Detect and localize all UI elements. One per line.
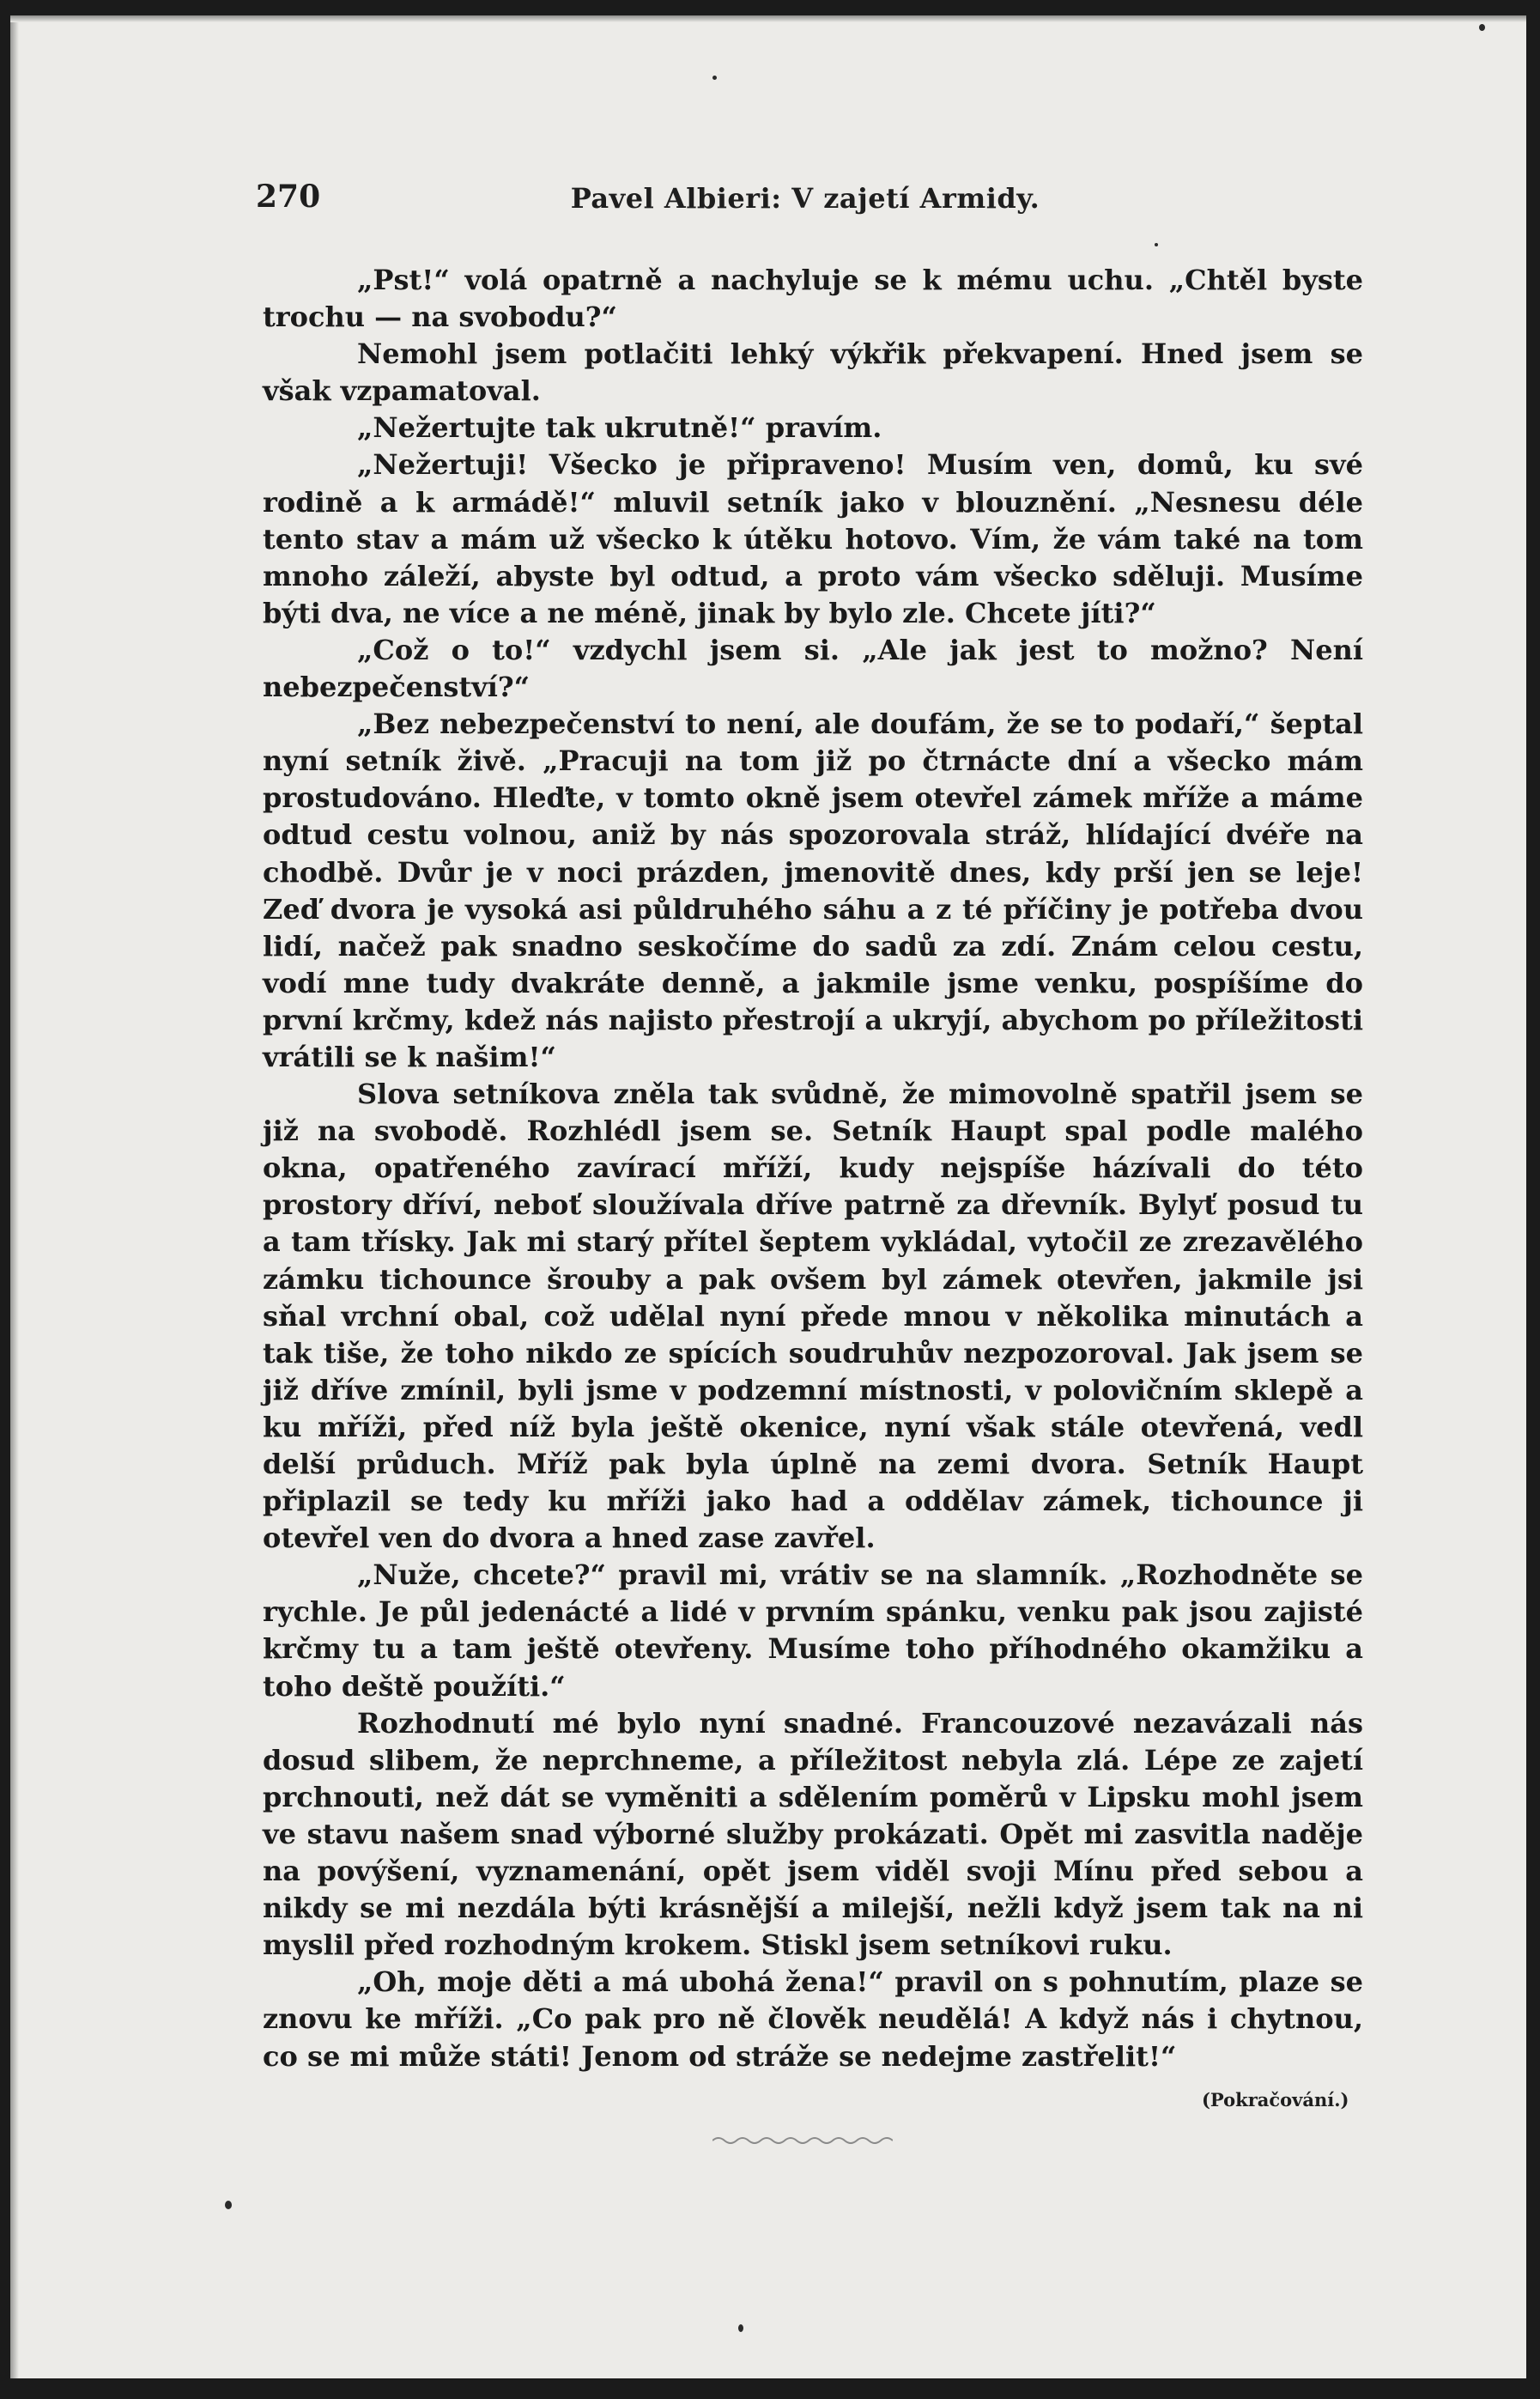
- page-edge-shadow-top: [10, 15, 1526, 22]
- paragraph: „Pst!“ volá opatrně a nachyluje se k mému uchu. „Chtěl byste trochu — na svobodu?“: [263, 264, 1363, 334]
- page-number: 270: [256, 179, 321, 215]
- body-text: [263, 262, 1363, 2075]
- paragraph: Nemohl jsem potlačiti lehký výkřik překvapení. Hned jsem se však vzpamatoval.: [263, 337, 1363, 408]
- print-speck: [1155, 243, 1158, 246]
- page-edge-shadow-left: [10, 15, 19, 2378]
- paragraph: „Oh, moje děti a má ubohá žena!“ pravil on s pohnutím, plaze se znovu ke mříži. „Co pak pro ně člověk neudělá! A když nás i chytnou, co se mi může státi! Jenom od stráže se nedejme zastřelit!“: [263, 1965, 1363, 2073]
- print-speck: [738, 2324, 743, 2332]
- wave-ornament: [712, 2135, 893, 2147]
- paragraph: „Nežertujte tak ukrutně!“ pravím.: [357, 411, 882, 445]
- print-speck: [1479, 24, 1485, 31]
- paragraph: Slova setníkova zněla tak svůdně, že mimovolně spatřil jsem se již na svobodě. Rozhlédl jsem se. Setník Haupt spal podle malého okna, opatřeného zavírací mříží, kudy nejspíše házívali do této prostory dříví, neboť sloužívala dříve patrně za dřevník. Bylyť posud tu a tam třísky. Jak mi starý přítel šeptem vykládal, vytočil ze zrezavělého zámku tichounce šrouby a pak ovšem byl zámek otevřen, jakmile jsi sňal vrchní obal, což udělal nyní přede mnou v několika minutách a tak tiše, že toho nikdo ze spících soudruhův nezpozoroval. Jak jsem se již dříve zmínil, byli jsme v podzemní místnosti, v polovičním sklepě a ku mříži, před níž byla ještě okenice, nyní však stále otevřená, vedl delší průduch. Mříž pak byla úplně na zemi dvora. Setník Haupt připlazil se tedy ku mříži jako had a oddělav zámek, tichounce ji otevřel ven do dvora a hned zase zavřel.: [263, 1078, 1363, 1555]
- print-speck: [225, 2201, 232, 2209]
- paragraph: „Bez nebezpečenství to není, ale doufám, že se to podaří,“ šeptal nyní setník živě. „Pracuji na tom již po čtrnácte dní a všecko mám prostudováno. Hleďte, v tomto okně jsem otevřel zámek mříže a máme odtud cestu volnou, aniž by nás spozorovala stráž, hlídající dvéře na chodbě. Dvůr je v noci prázden, jmenovitě dnes, kdy prší jen se leje! Zeď dvora je vysoká asi půldruhého sáhu a z té příčiny je potřeba dvou lidí, načež pak snadno seskočíme do sadů za zdí. Znám celou cestu, vodí mne tudy dvakráte denně, a jakmile jsme venku, pospíšíme do první krčmy, kdež nás najisto přestrojí a ukryjí, abychom po příležitosti vrátili se k našim!“: [263, 708, 1363, 1073]
- paragraph: „Což o to!“ vzdychl jsem si. „Ale jak jest to možno? Není nebezpečenství?“: [263, 633, 1363, 704]
- page-header: [256, 179, 1355, 222]
- running-title: Pavel Albieri: V zajetí Armidy.: [570, 182, 1040, 215]
- print-speck: [712, 76, 717, 80]
- paragraph: „Nežertuji! Všecko je připraveno! Musím ven, domů, ku své rodině a k armádě!“ mluvil setník jako v blouznění. „Nesnesu déle tento stav a mám už všecko k útěku hotovo. Vím, že vám také na tom mnoho záleží, abyste byl odtud, a proto vám všecko sděluji. Musíme býti dva, ne více a ne méně, jinak by bylo zle. Chcete jíti?“: [263, 448, 1363, 629]
- paragraph: Rozhodnutí mé bylo nyní snadné. Francouzové nezavázali nás dosud slibem, že neprchneme, a příležitost nebyla zlá. Lépe ze zajetí prchnouti, než dát se vyměniti a sdělením poměrů v Lipsku mohl jsem ve stavu našem snad výborné služby prokázati. Opět mi zasvitla naděje na povýšení, vyznamenání, opět jsem viděl svoji Mínu před sebou a nikdy se mi nezdála býti krásnější a milejší, nežli když jsem tak na ni myslil před rozhodným krokem. Stiskl jsem setníkovi ruku.: [263, 1706, 1363, 1962]
- continued-note: (Pokračování.): [1202, 2089, 1349, 2111]
- paragraph: „Nuže, chcete?“ pravil mi, vrátiv se na slamník. „Rozhodněte se rychle. Je půl jedenácté a lidé v prvním spánku, venku pak jsou zajisté krčmy tu a tam ještě otevřeny. Musíme toho příhodného okamžiku a toho deště použíti.“: [263, 1558, 1363, 1703]
